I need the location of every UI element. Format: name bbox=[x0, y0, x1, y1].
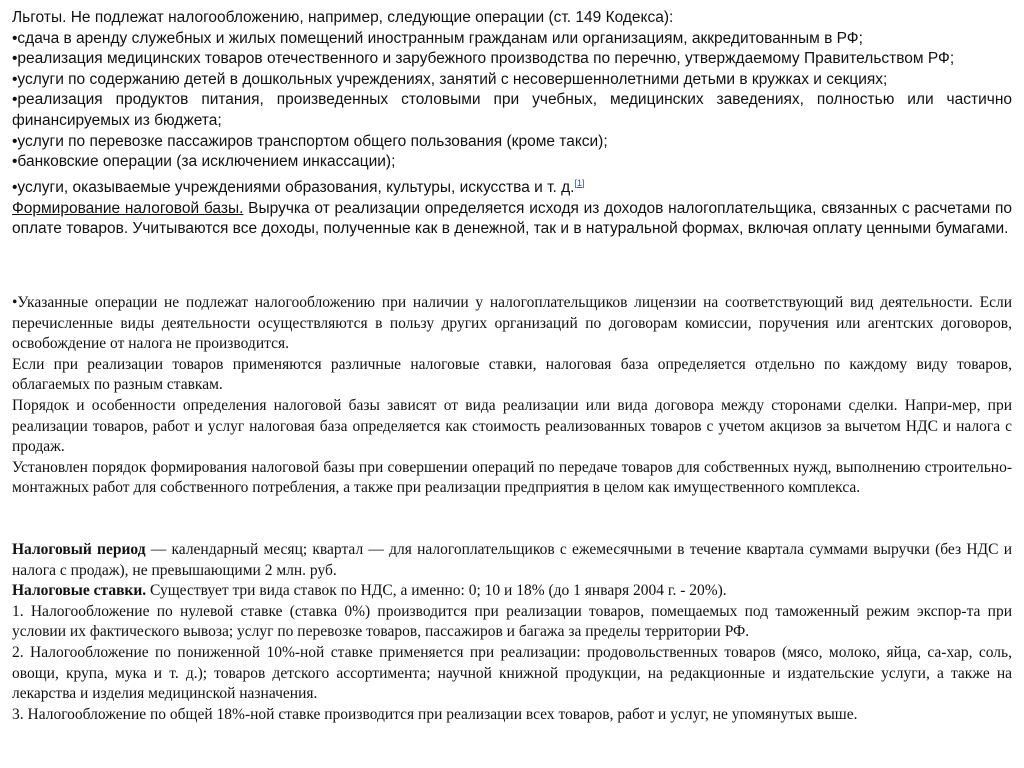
benefit-item-text: •услуги, оказываемые учреждениями образования, культуры, искусства и т. д. bbox=[12, 178, 575, 196]
note-paragraph: Установлен порядок формирования налоговой базы при совершении операций по передаче товаров для собственных нужд, выполнению строительно-монтажных работ для собственного потребления, а также при реализации предприятия в целом как имущественного комплекса. bbox=[12, 458, 1012, 497]
tax-rates-label: Налоговые ставки. bbox=[12, 582, 147, 600]
note-paragraph: Порядок и особенности определения налоговой базы зависят от вида реализации или вида договора между сторонами сделки. Напри-мер, при реализации товаров, работ и услуг налоговая база определяется как стоимость реализованных товаров с учетом акцизов за вычетом НДС и налога с продаж. bbox=[12, 396, 1012, 456]
rate-item: 2. Налогообложение по пониженной 10%-ной ставке применяется при реализации: продовольственных товаров (мясо, молоко, яйца, са-хар, соль, овощи, крупа, мука и т. д.); товаров детского ассортимента; научной книжной продукции, на редакционные и издательские услуги, а также на лекарства и изделия медицинской назначения. bbox=[12, 643, 1012, 703]
tax-base-text: Выручка от реализации определяется исходя из доходов налогоплательщика, связанных с расчетами по оплате товаров. Учитываются все доходы, полученные как в денежной, так и в натуральной формах, включая оплату ценными бумагами. bbox=[12, 199, 1013, 238]
benefit-item: •реализация продуктов питания, произведенных столовыми при учебных, медицинских заведениях, полностью или частично финансируемых из бюджета; bbox=[12, 91, 1012, 129]
tax-base-paragraph bbox=[12, 199, 1012, 240]
benefit-item: •услуги по перевозке пассажиров транспортом общего пользования (кроме такси); bbox=[12, 132, 608, 150]
benefit-item: •реализация медицинских товаров отечественного и зарубежного производства по перечню, утверждаемому Правительством РФ; bbox=[12, 50, 955, 68]
tax-base-notes bbox=[12, 293, 1012, 499]
tax-period-paragraph bbox=[12, 540, 1012, 581]
tax-period-label: Налоговый период bbox=[12, 541, 146, 558]
note-paragraph: •Указанные операции не подлежат налогообложению при наличии у налогоплательщиков лицензии на соответствующий вид деятельности. Если перечисленные виды деятельности осуществляются в пользу других организаций по договорам комиссии, поручения или агентских договоров, освобождение от налога не производится. bbox=[12, 294, 1012, 353]
footnote-link[interactable]: [1] bbox=[574, 177, 585, 188]
benefits-section bbox=[12, 8, 1012, 240]
benefit-item: •услуги по содержанию детей в дошкольных учреждениях, занятий с несовершеннолетними детьми в кружках и секциях; bbox=[12, 70, 888, 88]
rate-item: 1. Налогообложение по нулевой ставке (ставка 0%) производится при реализации товаров, помещаемых под таможенный режим экспор-та при условии их фактического вывоза; услуг по перевозке товаров, пассажиров и багажа за пределы территории РФ. bbox=[12, 602, 1012, 641]
tax-period-text: — календарный месяц; квартал — для налогоплательщиков с ежемесячными в течение квартала суммами выручки (без НДС и налога с продаж), не превышающими 2 млн. руб. bbox=[12, 541, 1012, 579]
benefit-item: •банковские операции (за исключением инкассации); bbox=[12, 153, 396, 171]
tax-base-heading: Формирование налоговой базы. bbox=[12, 199, 244, 217]
benefit-item bbox=[12, 173, 1012, 199]
benefits-intro: Льготы. Не подлежат налогообложению, например, следующие операции (ст. 149 Кодекса): bbox=[12, 9, 674, 26]
rate-item: 3. Налогообложение по общей 18%-ной ставке производится при реализации всех товаров, работ и услуг, не упомянутых выше. bbox=[12, 705, 858, 723]
tax-rates-paragraph bbox=[12, 581, 1012, 602]
benefit-item: •сдача в аренду служебных и жилых помещений иностранным гражданам или организациям, аккредитованным в РФ; bbox=[12, 29, 863, 47]
tax-rates-section bbox=[12, 540, 1012, 725]
note-paragraph: Если при реализации товаров применяются различные налоговые ставки, налоговая база определяется отдельно по каждому виду товаров, облагаемых по разным ставкам. bbox=[12, 355, 1012, 394]
tax-rates-text: Существует три вида ставок по НДС, а именно: 0; 10 и 18% (до 1 января 2004 г. - 20%). bbox=[146, 582, 727, 600]
